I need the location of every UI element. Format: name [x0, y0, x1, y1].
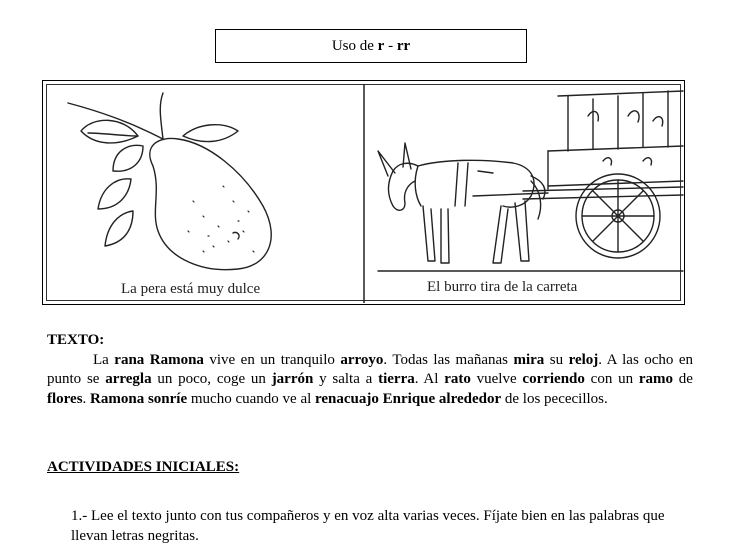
page-title [215, 29, 527, 63]
texto-paragraph [47, 351, 693, 409]
bold-word: ramo [638, 371, 674, 388]
pear-icon [68, 93, 271, 270]
title-prefix: Uso de [331, 38, 378, 54]
text-segment: de los pececillos. [501, 390, 608, 407]
actividades-heading: ACTIVIDADES INICIALES: [47, 459, 240, 475]
bold-word: reloj [568, 352, 599, 368]
bold-word: mira [513, 352, 545, 368]
text-segment: con un [584, 371, 639, 388]
text-segment: . [82, 390, 91, 407]
bold-word: rana Ramona [114, 352, 204, 368]
texto-body [47, 352, 693, 407]
bold-word: corriendo [522, 371, 585, 388]
text-segment: . Al [414, 371, 445, 388]
bold-word: arroyo [340, 352, 384, 368]
text-segment: mucho cuando ve al [187, 390, 316, 407]
bold-word: renacuajo Enrique alrededor [315, 390, 502, 407]
text-segment: vuelve [470, 371, 523, 388]
title-separator: - [384, 38, 397, 54]
bold-word: flores [47, 390, 83, 407]
text-segment: vive en un tranquilo [203, 352, 341, 368]
text-segment: su [544, 352, 569, 368]
left-caption: La pera está muy dulce [121, 281, 261, 297]
bold-word: arregla [105, 371, 152, 388]
bold-word: rato [444, 371, 471, 388]
right-caption: El burro tira de la carreta [427, 279, 578, 295]
bold-word: jarrón [271, 371, 314, 388]
activity-item-1: 1.- Lee el texto junto con tus compañeros y en voz alta varias veces. Fíjate bien en las palabras que llevan letras negritas. [71, 508, 665, 544]
title-letter-r: r [377, 38, 385, 54]
text-segment: de [673, 371, 693, 388]
text-segment: un poco, coge un [151, 371, 272, 388]
text-segment: La [93, 352, 115, 368]
donkey-cart-icon [378, 91, 683, 271]
illustration-frame [42, 80, 685, 305]
bold-word: Ramona sonríe [90, 390, 188, 407]
text-segment: . A las ocho en punto se [47, 352, 694, 388]
bold-word: tierra [378, 371, 415, 388]
illustration-drawings [43, 81, 686, 306]
title-letter-rr: rr [396, 38, 411, 54]
texto-heading: TEXTO: [47, 332, 105, 348]
text-segment: . Todas las mañanas [383, 352, 514, 368]
text-segment: y salta a [313, 371, 379, 388]
